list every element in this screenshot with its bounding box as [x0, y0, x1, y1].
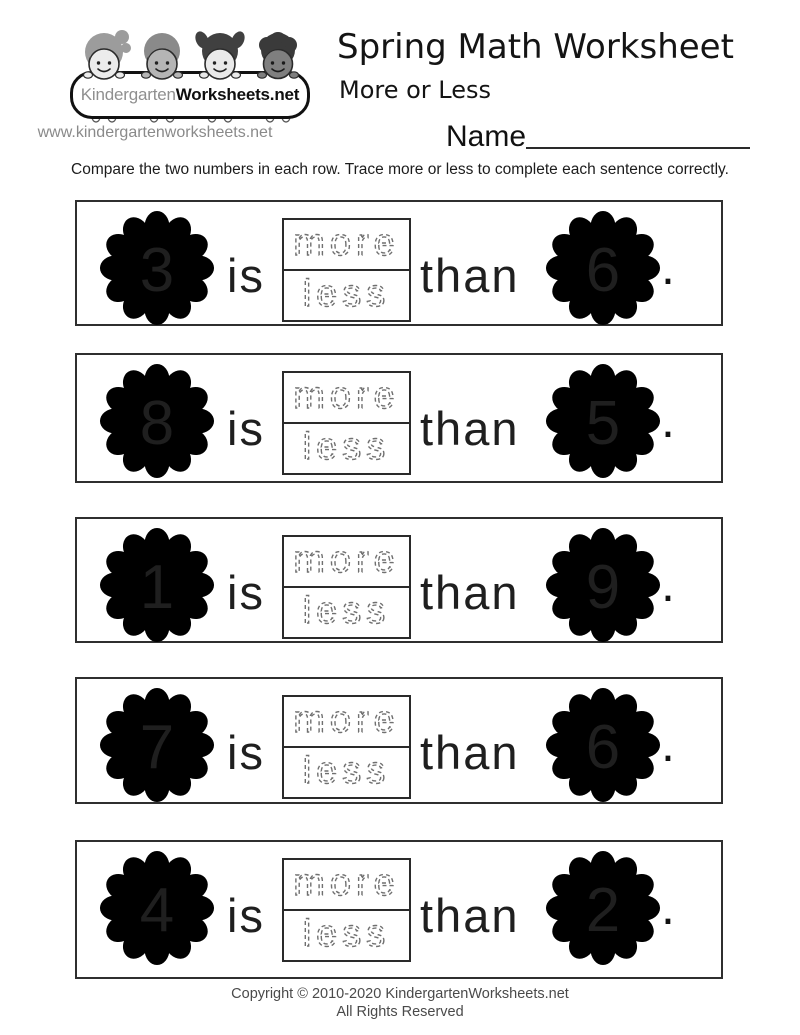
rights-line: All Rights Reserved — [336, 1004, 464, 1020]
left-number: 4 — [139, 876, 175, 946]
sentence-period: . — [661, 392, 675, 448]
trace-more-option[interactable] — [284, 860, 409, 909]
svg-text:less: less — [302, 590, 391, 632]
trace-answer-box[interactable] — [282, 535, 411, 639]
copyright-line: Copyright © 2010-2020 KindergartenWorksheets.net — [231, 986, 569, 1002]
logo-brand-second: Worksheets.net — [175, 85, 300, 104]
flower-icon — [545, 687, 661, 803]
sentence-period: . — [661, 879, 675, 935]
right-number: 6 — [585, 713, 621, 783]
trace-more-option[interactable] — [284, 537, 409, 586]
problem-row-4 — [75, 677, 723, 804]
problem-row-5 — [75, 840, 723, 979]
word-is: is — [227, 249, 265, 302]
trace-more-option[interactable] — [284, 697, 409, 746]
left-number: 7 — [139, 713, 175, 783]
name-label: Name — [446, 120, 527, 153]
trace-less-option[interactable] — [284, 748, 409, 797]
word-than: than — [420, 249, 520, 302]
svg-text:less: less — [302, 273, 391, 315]
flower-icon — [545, 363, 661, 479]
page-title: Spring Math Worksheet — [337, 27, 734, 67]
svg-text:more: more — [293, 862, 400, 904]
right-number: 2 — [585, 876, 621, 946]
svg-text:more: more — [293, 375, 400, 417]
name-block — [446, 122, 750, 152]
kid-boy-gray — [142, 33, 183, 79]
kid-girl-ponytail — [84, 30, 132, 79]
word-than: than — [420, 402, 520, 455]
trace-more-option[interactable] — [284, 373, 409, 422]
word-than: than — [420, 889, 520, 942]
right-number: 9 — [585, 553, 621, 623]
problem-row-1 — [75, 200, 723, 326]
trace-answer-box[interactable] — [282, 858, 411, 962]
word-than: than — [420, 726, 520, 779]
kid-girl-pigtails — [193, 29, 247, 79]
left-number: 1 — [139, 553, 175, 623]
trace-more-option[interactable] — [284, 220, 409, 269]
flower-icon — [99, 527, 215, 643]
svg-text:less: less — [302, 913, 391, 955]
flower-icon — [99, 687, 215, 803]
trace-answer-box[interactable] — [282, 218, 411, 322]
flower-icon — [99, 210, 215, 326]
footer — [0, 985, 800, 1021]
trace-answer-box[interactable] — [282, 695, 411, 799]
flower-icon — [545, 210, 661, 326]
svg-text:less: less — [302, 750, 391, 792]
sentence-period: . — [661, 239, 675, 295]
left-number: 8 — [139, 389, 175, 459]
flower-icon — [545, 850, 661, 966]
page-subtitle: More or Less — [339, 76, 492, 104]
problem-row-2 — [75, 353, 723, 483]
flower-icon — [99, 363, 215, 479]
trace-less-option[interactable] — [284, 424, 409, 473]
trace-less-option[interactable] — [284, 588, 409, 637]
site-url: www.kindergartenworksheets.net — [37, 124, 273, 141]
left-number: 3 — [139, 236, 175, 306]
flower-icon — [545, 527, 661, 643]
svg-text:less: less — [302, 426, 391, 468]
word-is: is — [227, 566, 265, 619]
word-is: is — [227, 726, 265, 779]
problem-row-3 — [75, 517, 723, 643]
svg-text:more: more — [293, 699, 400, 741]
right-number: 5 — [585, 389, 621, 459]
instructions-text: Compare the two numbers in each row. Trace more or less to complete each sentence correctly. — [71, 161, 729, 178]
kids-logo-icon — [74, 20, 304, 90]
flower-icon — [99, 850, 215, 966]
trace-less-option[interactable] — [284, 271, 409, 320]
word-is: is — [227, 889, 265, 942]
kid-boy-curly — [258, 32, 299, 79]
word-is: is — [227, 402, 265, 455]
trace-less-option[interactable] — [284, 911, 409, 960]
svg-text:more: more — [293, 539, 400, 581]
trace-answer-box[interactable] — [282, 371, 411, 475]
svg-text:more: more — [293, 222, 400, 264]
logo-brand-first: Kindergarten — [80, 85, 176, 104]
word-than: than — [420, 566, 520, 619]
right-number: 6 — [585, 236, 621, 306]
sentence-period: . — [661, 716, 675, 772]
name-write-line[interactable] — [526, 122, 750, 149]
sentence-period: . — [661, 556, 675, 612]
